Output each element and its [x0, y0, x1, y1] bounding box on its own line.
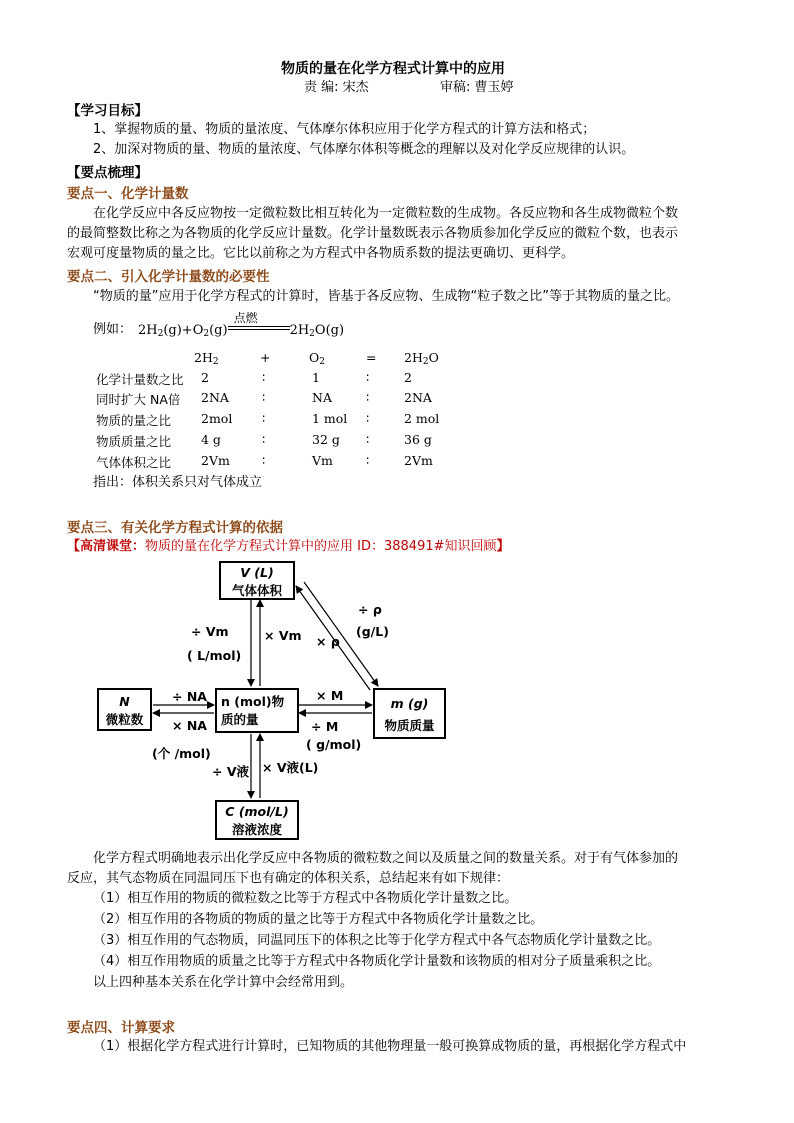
table-row-label: 化学计量数之比	[96, 372, 184, 387]
rho-unit-label: (g/L)	[356, 624, 389, 639]
table-row-label: 物质的量之比	[96, 413, 172, 428]
table-header-o2: $O_2$	[309, 350, 325, 367]
div-m-label: ÷ M	[311, 719, 339, 734]
m-unit-label: ( g/mol)	[306, 737, 362, 752]
table-header-plus: +	[260, 350, 271, 365]
table-cell-h2o: 2Vm	[404, 453, 433, 468]
table-sep: ∶	[366, 432, 370, 447]
particle-count-label: 微粒数	[105, 712, 144, 727]
div-vm-label: ÷ Vm	[191, 624, 229, 639]
table-header-h2: $2H_2$	[194, 350, 219, 367]
table-cell-h2o: 2	[404, 370, 412, 385]
particle-count-symbol: N	[119, 694, 130, 709]
concentration-symbol: C (mol/L)	[225, 804, 289, 819]
mul-vm-label: × Vm	[264, 628, 302, 643]
mul-vaq-label: × V液(L)	[262, 760, 319, 775]
na-unit-label: (个 /mol)	[152, 746, 211, 761]
gas-volume-label: 气体体积	[231, 583, 282, 598]
gas-volume-box	[219, 561, 295, 600]
table-cell-o2: 1	[312, 370, 320, 385]
mass-label: 物质质量	[384, 718, 435, 733]
div-vaq-label: ÷ V液	[212, 764, 249, 779]
div-na-label: ÷ NA	[172, 689, 207, 704]
table-sep: ∶	[366, 453, 370, 468]
amount-of-substance-box	[215, 688, 299, 733]
mul-na-label: × NA	[172, 718, 207, 733]
mul-rho-label: × ρ	[316, 634, 340, 649]
table-header-h2o: $2H_2O$	[404, 350, 439, 367]
point3-closing: 以上四种基本关系在化学计算中会经常用到。	[93, 975, 354, 990]
gas-volume-symbol: V (L)	[240, 565, 274, 580]
table-sep: ∶	[262, 453, 266, 468]
goal-item-1: 1、掌握物质的量、物质的量浓度、气体摩尔体积应用于化学方程式的计算方法和格式；	[93, 122, 596, 137]
reaction-condition: 点燃	[233, 311, 258, 325]
table-cell-h2: 4 g	[201, 432, 221, 447]
goals-heading: 【学习目标】	[67, 103, 148, 119]
point4-line: （1）根据化学方程式进行计算时，已知物质的其他物理量一般可换算成物质的量，再根据化学方程式中	[93, 1039, 687, 1054]
table-cell-o2: 32 g	[312, 432, 340, 447]
table-cell-h2: 2NA	[201, 390, 229, 405]
table-sep: ∶	[262, 411, 266, 426]
table-cell-h2: 2mol	[201, 411, 233, 426]
table-cell-h2o: 2NA	[404, 390, 432, 405]
table-cell-o2: NA	[312, 390, 332, 405]
rule-2: （2）相互作用的各物质的物质的量之比等于方程式中各物质化学计量数之比。	[93, 912, 544, 927]
goal-item-2: 2、加深对物质的量、物质的量浓度、气体摩尔体积等概念的理解以及对化学反应规律的认识。	[93, 142, 635, 157]
page-title: 物质的量在化学方程式计算中的应用	[281, 61, 505, 77]
mass-box	[373, 688, 446, 739]
table-cell-o2: 1 mol	[312, 411, 348, 426]
mul-m-label: × M	[316, 688, 344, 703]
point2-heading: 要点二、引入化学计量数的必要性	[67, 269, 270, 285]
point3-para-line-1: 化学方程式明确地表示出化学反应中各物质的微粒数之间以及质量之间的数量关系。对于有气体参加的	[93, 851, 679, 866]
table-sep: ∶	[262, 370, 266, 385]
amount-symbol: n (mol)物	[221, 694, 285, 709]
div-rho-label: ÷ ρ	[358, 602, 382, 617]
point3-para-line-2: 反应，其气态物质在同温同压下也有确定的体积关系，总结起来有如下规律：	[67, 871, 510, 886]
class-link-label: 【高清课堂：	[67, 539, 146, 554]
table-cell-h2: 2Vm	[201, 453, 230, 468]
point1-line-2: 的最简整数比称之为各物质的化学反应计量数。化学计量数既表示各物质参加化学反应的微粒个数，也表示	[67, 226, 679, 241]
rule-3: （3）相互作用的气态物质，同温同压下的体积之比等于化学方程式中各气态物质化学计量数之比。	[93, 933, 661, 948]
point1-line-3: 宏观可度量物质的量之比。它比以前称之为方程式中各物质系数的提法更确切、更科学。	[67, 246, 575, 261]
table-header-eq: =	[366, 350, 377, 365]
editor-credit: 责 编: 宋杰	[304, 80, 369, 95]
point3-heading: 要点三、有关化学方程式计算的依据	[67, 520, 283, 536]
table-cell-h2: 2	[201, 370, 209, 385]
point1-heading: 要点一、化学计量数	[67, 186, 189, 202]
particle-count-box	[97, 688, 152, 731]
table-sep: ∶	[366, 411, 370, 426]
reviewer-credit: 审稿: 曹玉婷	[440, 80, 514, 95]
concentration-box	[215, 800, 299, 840]
rule-4: （4）相互作用物质的质量之比等于方程式中各物质化学计量数和该物质的相对分子质量乘积之比。	[93, 954, 661, 969]
example-label: 例如：	[93, 322, 133, 337]
reaction-equation: $2H_2(g)+O_2(g)$ 点燃 $2H_2O(g)$	[138, 320, 344, 344]
table-row-label: 气体体积之比	[96, 455, 172, 470]
table-sep: ∶	[262, 390, 266, 405]
table-cell-h2o: 36 g	[404, 432, 432, 447]
point4-heading: 要点四、计算要求	[67, 1020, 175, 1036]
table-row-label: 物质质量之比	[96, 434, 172, 449]
volume-note: 指出：体积关系只对气体成立	[93, 475, 263, 490]
vm-unit-label: ( L/mol)	[187, 648, 242, 663]
amount-label: 质的量	[221, 712, 259, 727]
point1-line-1: 在化学反应中各反应物按一定微粒数比相互转化为一定微粒数的生成物。各反应物和各生成物微粒个数	[93, 206, 679, 221]
table-cell-o2: Vm	[312, 453, 333, 468]
point2-line: “物质的量”应用于化学方程式的计算时，皆基于各反应物、生成物“粒子数之比”等于其物质的量之比。	[93, 289, 679, 304]
table-row-label: 同时扩大 NA倍	[96, 392, 181, 407]
mass-symbol: m (g)	[390, 696, 429, 711]
table-cell-h2o: 2 mol	[404, 411, 440, 426]
class-link-end: 】	[496, 539, 510, 554]
table-sep: ∶	[366, 390, 370, 405]
summary-heading: 【要点梳理】	[67, 165, 148, 181]
table-sep: ∶	[366, 370, 370, 385]
table-sep: ∶	[262, 432, 266, 447]
rule-1: （1）相互作用的物质的微粒数之比等于方程式中各物质化学计量数之比。	[93, 891, 518, 906]
concentration-label: 溶液浓度	[231, 822, 282, 837]
class-link-text[interactable]: 物质的量在化学方程式计算中的应用 ID：388491#知识回顾	[145, 539, 497, 554]
